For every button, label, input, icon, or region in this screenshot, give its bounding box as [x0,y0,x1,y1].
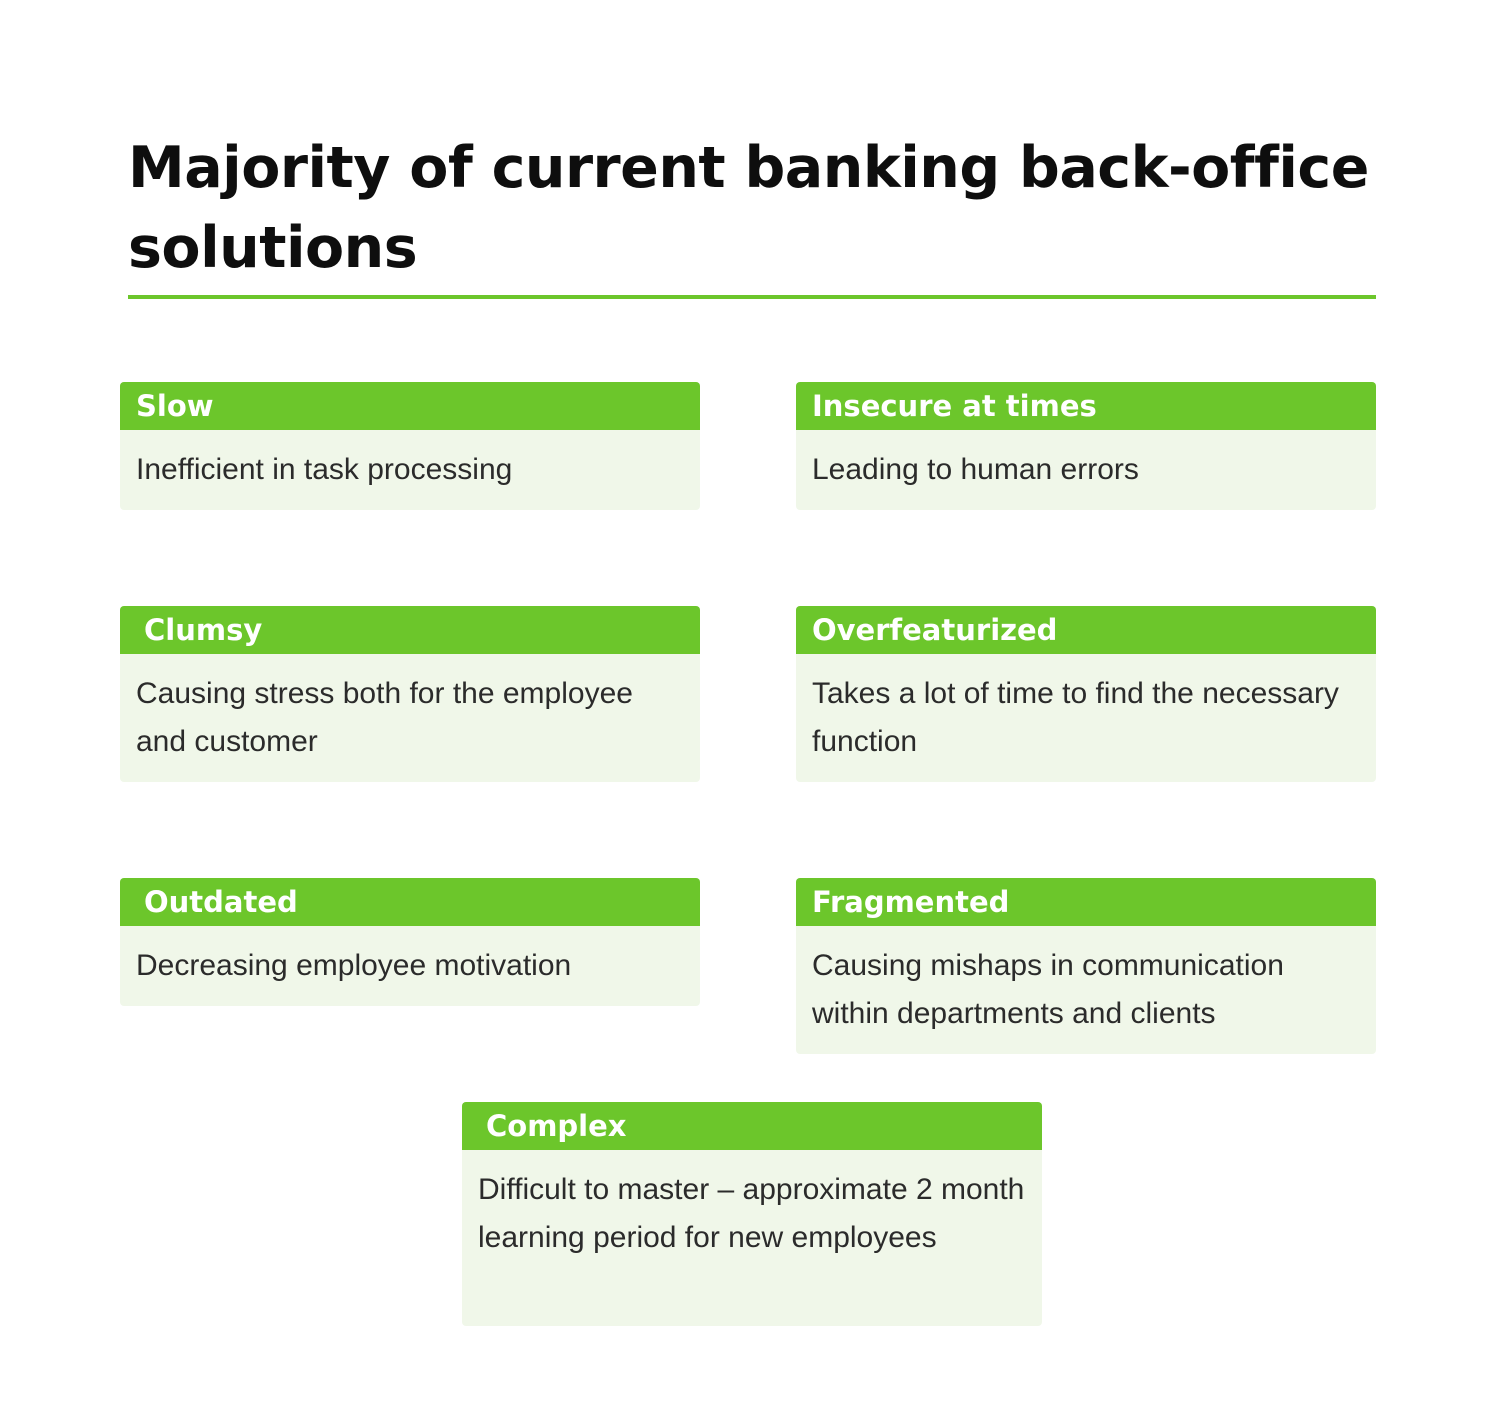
card-description: Leading to human errors [812,453,1139,486]
card-heading: Fragmented [796,878,1376,926]
card-description: Decreasing employee motivation [136,949,572,982]
card-heading: Overfeaturized [796,606,1376,654]
card-heading: Slow [120,382,700,430]
card-clumsy [120,606,700,782]
card-fragmented [796,878,1376,1054]
card-description: Inefficient in task processing [136,453,513,486]
card-heading: Insecure at times [796,382,1376,430]
card-description: Causing mishaps in communication within departments and clients [812,949,1284,1030]
card-description: Difficult to master – approximate 2 month learning period for new employees [478,1173,1025,1254]
card-description: Takes a lot of time to find the necessary function [812,677,1339,758]
card-heading: Clumsy [120,606,700,654]
card-description: Causing stress both for the employee and customer [136,677,633,758]
card-insecure-at-times [796,382,1376,510]
card-overfeaturized [796,606,1376,782]
card-heading: Complex [462,1102,1042,1150]
page-title: Majority of current banking back-office solutions [128,135,1369,281]
title-divider [128,295,1376,299]
card-heading: Outdated [120,878,700,926]
card-outdated [120,878,700,1006]
card-complex [462,1102,1042,1326]
card-slow [120,382,700,510]
